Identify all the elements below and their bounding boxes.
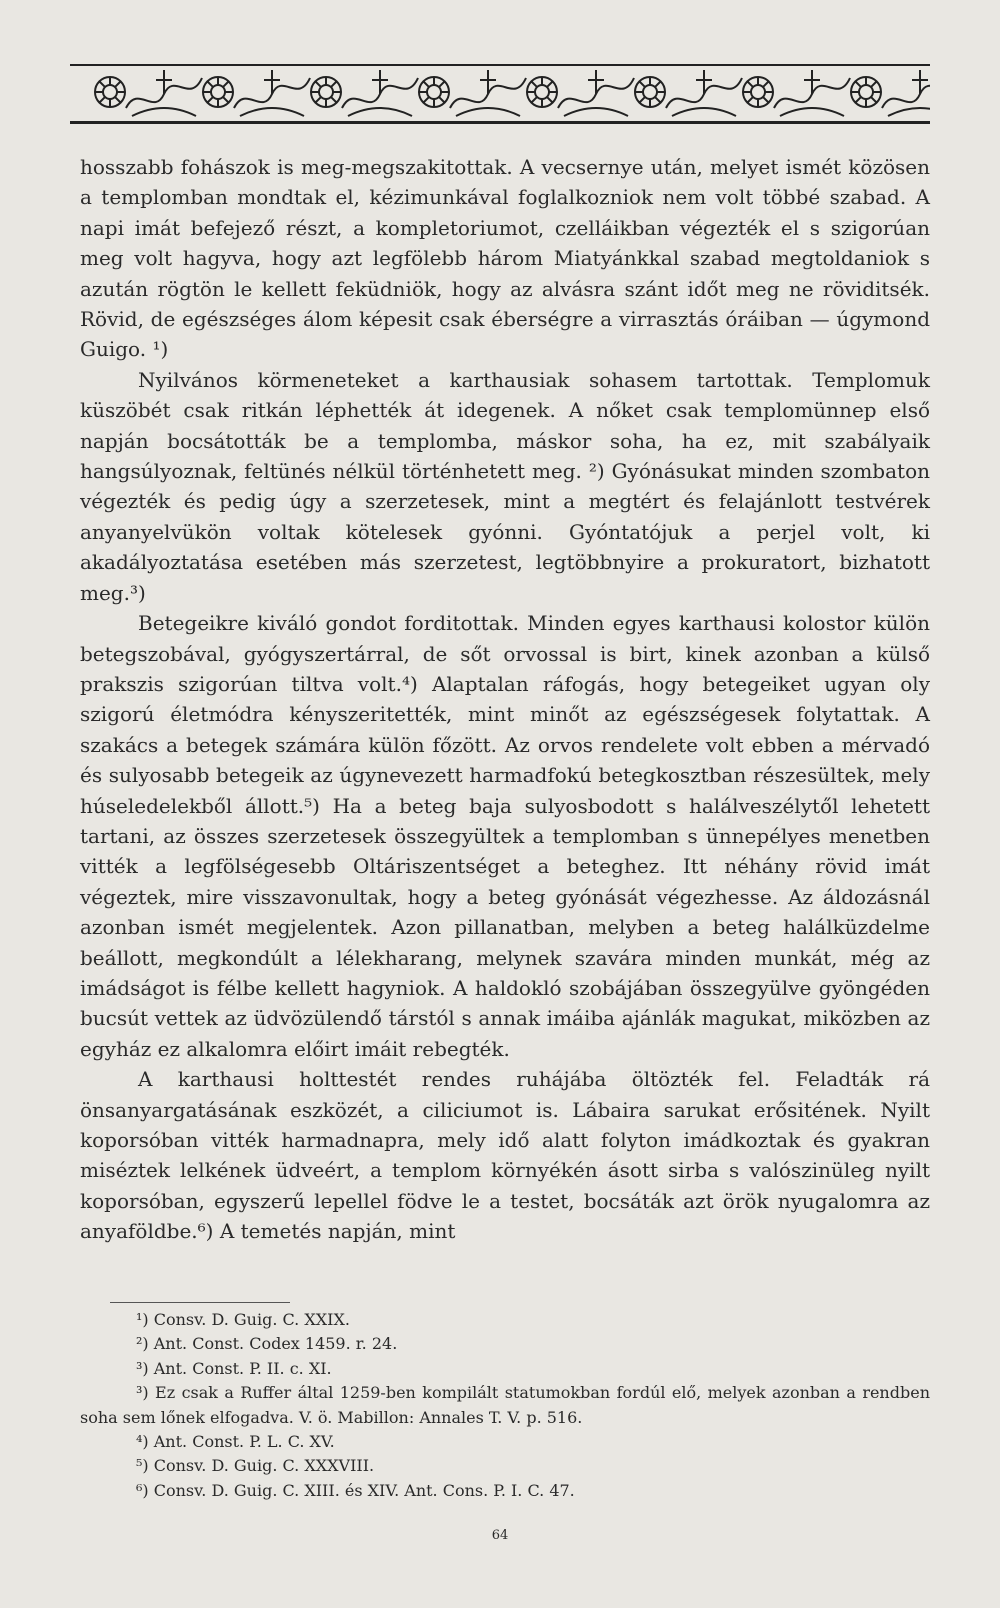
footnote-5: ⁵) Consv. D. Guig. C. XXXVIII. (136, 1456, 375, 1476)
floral-border-ornament-icon (70, 64, 930, 126)
footnote-2: ²) Ant. Const. Codex 1459. r. 24. (136, 1334, 398, 1354)
footnotes (80, 1308, 930, 1503)
paragraph-1: hosszabb fohászok is meg-megszakitottak. A vecsernye után, melyet ismét közösen a templomban mondtak el, kézimunkával foglalkozniok nem volt többé szabad. A napi imát befejező részt, a kompletoriumot, czelláikban végezték el s szigorúan meg volt hagyva, hogy azt legfölebb három Miatyánkkal szabad megtoldaniok s azután rögtön le kellett feküdniök, hogy az alvásra szánt időt meg ne röviditsék. Rövid, de egészséges álom képesit csak éberségre a virrasztás óráiban — úgymond Guigo. ¹) (80, 155, 930, 362)
footnote-4: ⁴) Ant. Const. P. L. C. XV. (136, 1432, 335, 1452)
paragraph-4: A karthausi holttestét rendes ruhájába öltözték fel. Feladták rá önsanyargatásának eszközét, a ciliciumot is. Lábaira sarukat erősitének. Nyilt koporsóban vitték harmadnapra, mely idő alatt folyton imádkoztak és gyakran miséztek lelkének üdveért, a templom környékén ásott sirba s valószinüleg nyilt koporsóban, egyszerű lepellel födve le a testet, bocsáták azt örök nyugalomra az anyaföldbe.⁶) A temetés napján, mint (80, 1067, 930, 1244)
footnote-3b: ³) Ez csak a Ruffer által 1259-ben kompilált statumokban fordúl elő, melyek azonban a rendben soha sem lőnek elfogadva. V. ö. Mabillon: Annales T. V. p. 516. (80, 1383, 930, 1427)
footnote-6: ⁶) Consv. D. Guig. C. XIII. és XIV. Ant. Cons. P. I. C. 47. (136, 1480, 575, 1500)
footnote-3: ³) Ant. Const. P. II. c. XI. (136, 1358, 332, 1378)
paragraph-3: Betegeikre kiváló gondot forditottak. Minden egyes karthausi kolostor külön betegszobával, gyógyszertárral, de sőt orvossal is birt, kinek azonban a külső prakszis szigorúan tiltva volt.⁴) Alaptalan ráfogás, hogy betegeiket ugyan oly szigorú életmódra kényszeritették, mint minőt az egészségesek folytattak. A szakács a betegek számára külön főzött. Az orvos rendelete volt ebben a mérvadó és sulyosabb betegeik az úgynevezett harmadfokú betegkosztban részesültek, mely húseledelekből állott.⁵) Ha a beteg baja sulyosbodott s halálveszélytől lehetett tartani, az összes szerzetesek összegyültek a templomban s ünnepélyes menetben vitték a legfölségesebb Oltáriszentséget a beteghez. Itt néhány rövid imát végeztek, mire visszavonultak, hogy a beteg gyónását végezhesse. Az áldozásnál azonban ismét megjelentek. Azon pillanatban, melyben a beteg halálküzdelme beállott, megkondúlt a lélekharang, melynek szavára minden munkát, még az imádságot is félbe kellett hagyniok. A haldokló szobájában összegyülve gyöngéden bucsút vettek az üdvözülendő társtól s annak imáiba ajánlák magukat, miközben az egyház ez alkalomra előirt imáit rebegték. (80, 611, 930, 1061)
body-text (80, 152, 930, 1247)
paragraph-2: Nyilvános körmeneteket a karthausiak sohasem tartottak. Templomuk küszöbét csak ritkán léphették át idegenek. A nőket csak templomünnep első napján bocsátották be a templomba, máskor soha, ha ez, mit szabályaik hangsúlyoznak, feltünés nélkül történhetett meg. ²) Gyónásukat minden szombaton végezték és pedig úgy a szerzetesek, mint a megtért és felajánlott testvérek anyanyelvükön voltak kötelesek gyónni. Gyóntatójuk a perjel volt, ki akadályoztatása esetében más szerzetest, legtöbbnyire a prokuratort, bizhatott meg.³) (80, 367, 930, 605)
footnote-divider (110, 1302, 290, 1303)
page-number: 64 (491, 1528, 509, 1543)
footnote-1: ¹) Consv. D. Guig. C. XXIX. (136, 1310, 350, 1329)
